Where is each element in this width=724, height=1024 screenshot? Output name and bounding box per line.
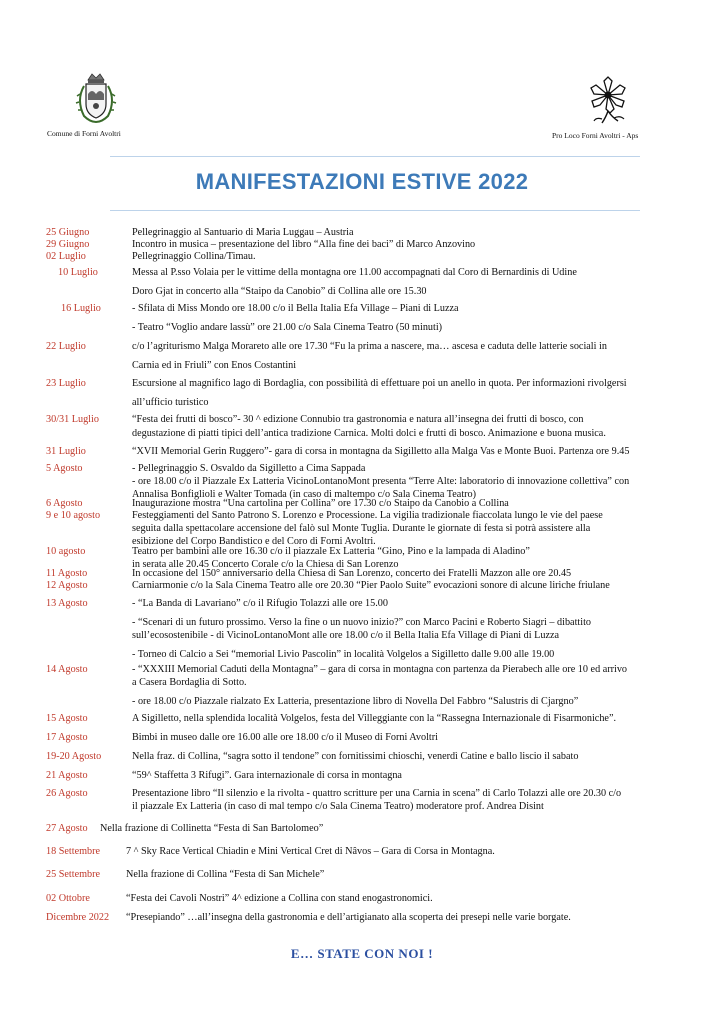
footer-slogan: E… STATE CON NOI ! [290,946,434,961]
event-description: Teatro per bambini alle ore 16.30 c/o il piazzale Ex Latteria “Gino, Pino e la lampada di Aladino” [132,546,530,557]
event-date: 23 Luglio [46,378,86,389]
event-description: Pellegrinaggio Collina/Timau. [132,251,256,262]
event-description: c/o l’agriturismo Malga Morareto alle ore 17.30 “Fu la prima a nascere, ma… ascesa e caduta delle latterie sociali in [132,341,607,352]
event-description: Annalisa Bonfiglioli e Walter Tomada (in caso di maltempo c/o Sala Cinema Teatro) [132,489,477,500]
event-description: all’ufficio turistico [132,397,209,408]
event-date: 10 Luglio [58,267,98,278]
event-description: - Teatro “Voglio andare lassù” ore 21.00 c/o Sala Cinema Teatro (50 minuti) [132,322,443,333]
event-description: “XVII Memorial Gerin Ruggero”- gara di corsa in montagna da Sigilletto alla Malga Vas e Monte Buoi. Partenza ore 9.45 [132,446,630,457]
event-date: 31 Luglio [46,446,86,457]
event-description: Doro Gjat in concerto alla “Staipo da Canobio” di Collina alle ore 15.30 [132,286,427,297]
event-description: in serata alle 20.45 Concerto Corale c/o la Chiesa di San Lorenzo [132,559,399,570]
event-description: A Sigilletto, nella splendida località Volgelos, festa del Villeggiante con la “Rassegna Internazionale di Fisarmoniche”. [132,713,617,724]
event-description: 7 ^ Sky Race Vertical Chiadin e Mini Vertical Cret di Nâvos – Gara di Corsa in Montagna. [126,846,495,857]
event-description: seguita dalla spettacolare accensione del falò sul Monte Tuglia. Durante le giornate di festa si potrà assistere alla [132,523,591,534]
event-date: 19-20 Agosto [46,751,102,762]
event-description: “59^ Staffetta 3 Rifugi”. Gara internazionale di corsa in montagna [132,770,402,781]
event-description: - ore 18.00 c/o il Piazzale Ex Latteria VicinoLontanoMont presenta “Terre Alte: laboratorio di innovazione collettiva” con [132,476,630,487]
event-date: 25 Settembre [46,869,101,880]
event-date: 6 Agosto [46,498,83,509]
event-date: 25 Giugno [46,227,90,238]
event-date: 5 Agosto [46,463,83,474]
event-description: Pellegrinaggio al Santuario di Maria Luggau – Austria [132,227,354,238]
event-description: degustazione di piatti tipici dell’antica tradizione Carnica. Molti dolci e frutti di bosco. Animazione e buona musica. [132,428,606,439]
event-date: 18 Settembre [46,846,101,857]
event-description: Nella fraz. di Collina, “sagra sotto il tendone” con fornitissimi chioschi, venerdì Catine e ballo liscio il sabato [132,751,579,762]
event-date: 30/31 Luglio [46,414,99,425]
event-date: 13 Agosto [46,598,88,609]
event-description: esibizione del Corpo Bandistico e del Coro di Forni Avoltri. [132,536,376,547]
page-title: MANIFESTAZIONI ESTIVE 2022 [195,169,529,194]
event-description: sull’ecosostenibile - di VicinoLontanoMont alle ore 18.00 c/o il Bella Italia Efa Village di Piani di Luzza [132,630,560,641]
event-date: 02 Luglio [46,251,86,262]
event-date: Dicembre 2022 [46,912,110,923]
event-description: “Presepiando” …all’insegna della gastronomia e dell’artigianato alla scoperta dei presepi nelle varie borgate. [126,912,571,923]
event-description: - Sfilata di Miss Mondo ore 18.00 c/o il Bella Italia Efa Village – Piani di Luzza [132,303,459,314]
event-date: 9 e 10 agosto [46,510,101,521]
event-description: Messa al P.sso Volaia per le vittime della montagna ore 11.00 accompagnati dal Coro di Bernardinis di Udine [132,267,577,278]
event-date: 27 Agosto [46,823,88,834]
event-description: Bimbi in museo dalle ore 16.00 alle ore 18.00 c/o il Museo di Forni Avoltri [132,732,438,743]
event-date: 29 Giugno [46,239,90,250]
event-date: 14 Agosto [46,664,88,675]
right-caption: Pro Loco Forni Avoltri - Aps [552,131,639,140]
event-description: Escursione al magnifico lago di Bordaglia, con possibilità di effettuare poi un anello in quota. Per informazioni rivolgersi [132,378,627,389]
event-date: 11 Agosto [46,568,88,579]
event-description: “Festa dei Cavoli Nostri” 4^ edizione a Collina con stand enogastronomici. [126,893,433,904]
event-description: a Casera Bordaglia di Sotto. [132,677,247,688]
event-description: - Pellegrinaggio S. Osvaldo da Sigilletto a Cima Sappada [132,463,366,474]
event-description: In occasione del 150° anniversario della Chiesa di San Lorenzo, concerto dei Fratelli Mazzon alle ore 20.45 [132,568,572,579]
event-description: - “La Banda di Lavariano” c/o il Rifugio Tolazzi alle ore 15.00 [132,598,388,609]
event-description: - ore 18.00 c/o Piazzale rialzato Ex Latteria, presentazione libro di Novella Del Fabbro “Salustris di Cjargno” [132,696,579,707]
event-date: 26 Agosto [46,788,88,799]
event-description: Carniarmonie c/o la Sala Cinema Teatro alle ore 20.30 “Pier Paolo Suite” evocazioni sonore di alcune liriche friulane [132,580,610,591]
event-date: 15 Agosto [46,713,88,724]
event-date: 10 agosto [46,546,86,557]
event-description: Inaugurazione mostra “Una cartolina per Collina” ore 17.30 c/o Staipo da Canobio a Collina [132,498,509,509]
event-date: 22 Luglio [46,341,86,352]
event-date: 16 Luglio [61,303,101,314]
event-description: Festeggiamenti del Santo Patrono S. Lorenzo e Processione. La vigilia tradizionale fiaccolata lungo le vie del paese [132,510,603,521]
event-description: Nella frazione di Collinetta “Festa di San Bartolomeo” [100,823,324,834]
event-description: il piazzale Ex Latteria (in caso di mal tempo c/o Sala Cinema Teatro) moderatore prof. Andrea Disint [132,801,544,812]
event-description: Incontro in musica – presentazione del libro “Alla fine dei baci” di Marco Anzovino [132,239,476,250]
event-date: 02 Ottobre [46,893,90,904]
event-description: Nella frazione di Collina “Festa di San Michele” [126,869,325,880]
event-description: Carnia ed in Friuli” con Enos Costantini [132,360,297,371]
event-description: - Torneo di Calcio a Sei “memorial Livio Pascolin” in località Volgelos a Sigilletto dalle 9.00 alle 19.00 [132,649,555,660]
event-description: - “Scenari di un futuro prossimo. Verso la fine o un nuovo inizio?” con Marco Pacini e Roberto Siagri – dibattito [132,617,591,628]
event-date: 17 Agosto [46,732,88,743]
event-description: - “XXXIII Memorial Caduti della Montagna” – gara di corsa in montagna con partenza da Pierabech alle ore 10 ed arrivo [132,664,628,675]
event-description: Presentazione libro “Il silenzio e la rivolta - quattro scritture per una Carnia in scena” di Carlo Tolazzi alle ore 20.30 c/o [132,788,622,799]
event-date: 12 Agosto [46,580,88,591]
left-caption: Comune di Forni Avoltri [47,129,121,138]
event-date: 21 Agosto [46,770,88,781]
event-description: “Festa dei frutti di bosco”- 30 ^ edizione Connubio tra gastronomia e natura all’insegna dei frutti di bosco, con [132,414,584,425]
